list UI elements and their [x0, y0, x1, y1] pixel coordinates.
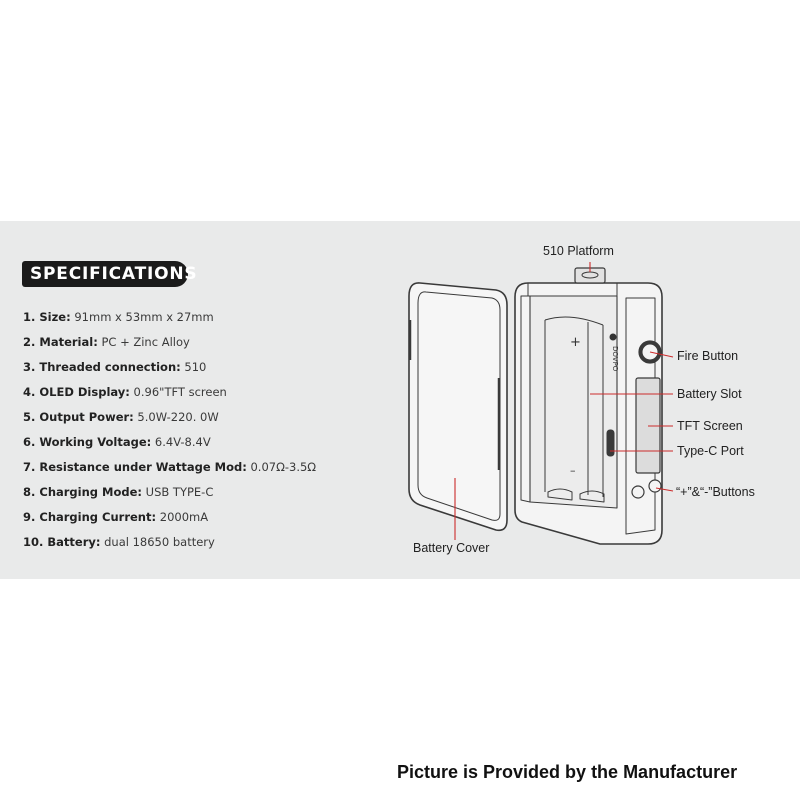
- spec-key: 5. Output Power:: [23, 410, 134, 424]
- spec-value: PC + Zinc Alloy: [97, 335, 190, 349]
- spec-key: 7. Resistance under Wattage Mod:: [23, 460, 247, 474]
- battery-cover: [409, 283, 507, 530]
- spec-key: 3. Threaded connection:: [23, 360, 181, 374]
- label-buttons: “+”&“-”Buttons: [676, 485, 755, 499]
- plus-mark: +: [570, 335, 581, 350]
- spec-key: 1. Size:: [23, 310, 71, 324]
- spec-value: 5.0W-220. 0W: [133, 410, 219, 424]
- spec-value: 510: [180, 360, 207, 374]
- spec-value: dual 18650 battery: [100, 535, 215, 549]
- spec-value: 0.96"TFT screen: [129, 385, 227, 399]
- minus-mark: –: [570, 464, 576, 477]
- spec-value: 2000mA: [156, 510, 209, 524]
- spec-value: 0.07Ω-3.5Ω: [246, 460, 317, 474]
- label-tft-screen: TFT Screen: [677, 419, 743, 433]
- spec-key: 8. Charging Mode:: [23, 485, 143, 499]
- label-type-c-port: Type-C Port: [677, 444, 744, 458]
- label-510-platform: 510 Platform: [543, 244, 614, 258]
- device-body: [515, 268, 662, 544]
- specifications-title: SPECIFICATIONS: [22, 261, 188, 287]
- spec-value: 91mm x 53mm x 27mm: [70, 310, 214, 324]
- spec-key: 4. OLED Display:: [23, 385, 130, 399]
- label-battery-slot: Battery Slot: [677, 387, 742, 401]
- label-battery-cover: Battery Cover: [413, 541, 490, 555]
- spec-key: 2. Material:: [23, 335, 98, 349]
- spec-value: 6.4V-8.4V: [151, 435, 211, 449]
- spec-value: USB TYPE-C: [142, 485, 214, 499]
- spec-key: 9. Charging Current:: [23, 510, 157, 524]
- spec-key: 10. Battery:: [23, 535, 101, 549]
- spec-key: 6. Working Voltage:: [23, 435, 152, 449]
- brand-logo-text: DOVPO: [611, 346, 619, 372]
- manufacturer-credit: Picture is Provided by the Manufacturer: [397, 762, 738, 782]
- label-fire-button: Fire Button: [677, 349, 739, 363]
